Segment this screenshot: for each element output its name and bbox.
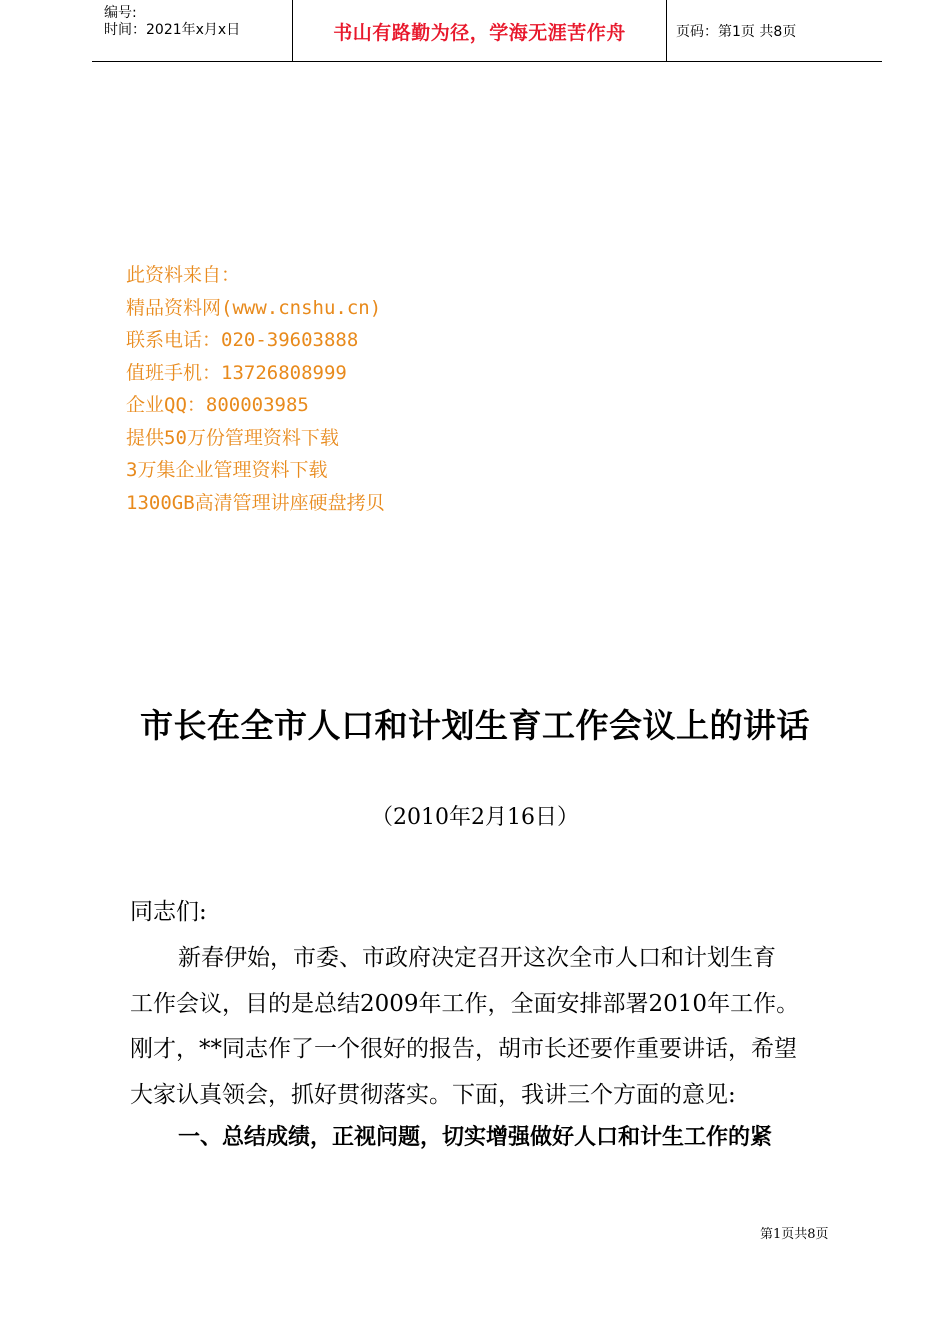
body-paragraph bbox=[130, 936, 846, 1118]
promo-line: 提供50万份管理资料下载 bbox=[126, 426, 339, 449]
document-time-label: 时间：2021年x月x日 bbox=[104, 22, 241, 38]
paragraph-line: 大家认真领会，抓好贯彻落实。下面，我讲三个方面的意见: bbox=[130, 1081, 736, 1108]
promo-block bbox=[126, 262, 385, 522]
paragraph-line: 新春伊始，市委、市政府决定召开这次全市人口和计划生育 bbox=[178, 945, 776, 971]
promo-line: 企业QQ：800003985 bbox=[126, 394, 309, 416]
greeting: 同志们: bbox=[130, 899, 207, 925]
section-heading: 一、总结成绩，正视问题，切实增强做好人口和计生工作的紧 bbox=[178, 1125, 773, 1150]
paragraph-line: 工作会议，目的是总结2009年工作，全面安排部署2010年工作。 bbox=[130, 990, 800, 1017]
document-date: （2010年2月16日） bbox=[371, 805, 579, 830]
document-number-label: 编号: bbox=[104, 5, 137, 21]
header-page-cell bbox=[666, 0, 882, 61]
header-motto-cell bbox=[292, 0, 667, 61]
header-left-cell bbox=[92, 0, 292, 61]
document-title: 市长在全市人口和计划生育工作会议上的讲话 bbox=[140, 706, 810, 745]
promo-line: 此资料来自： bbox=[126, 264, 241, 286]
header-motto: 书山有路勤为径，学海无涯苦作舟 bbox=[333, 22, 626, 44]
header-page-number: 页码：第1页 共8页 bbox=[676, 24, 797, 40]
promo-line: 联系电话：020-39603888 bbox=[126, 329, 359, 351]
promo-line: 3万集企业管理资料下载 bbox=[126, 459, 328, 481]
promo-line: 值班手机：13726808999 bbox=[126, 361, 347, 384]
paragraph-line: 刚才，**同志作了一个很好的报告，胡市长还要作重要讲话，希望 bbox=[130, 1036, 797, 1062]
promo-line: 1300GB高清管理讲座硬盘拷贝 bbox=[126, 491, 385, 514]
promo-line: 精品资料网(www.cnshu.cn) bbox=[126, 296, 382, 319]
page-footer: 第1页共8页 bbox=[760, 1227, 829, 1242]
page-header bbox=[92, 0, 882, 62]
